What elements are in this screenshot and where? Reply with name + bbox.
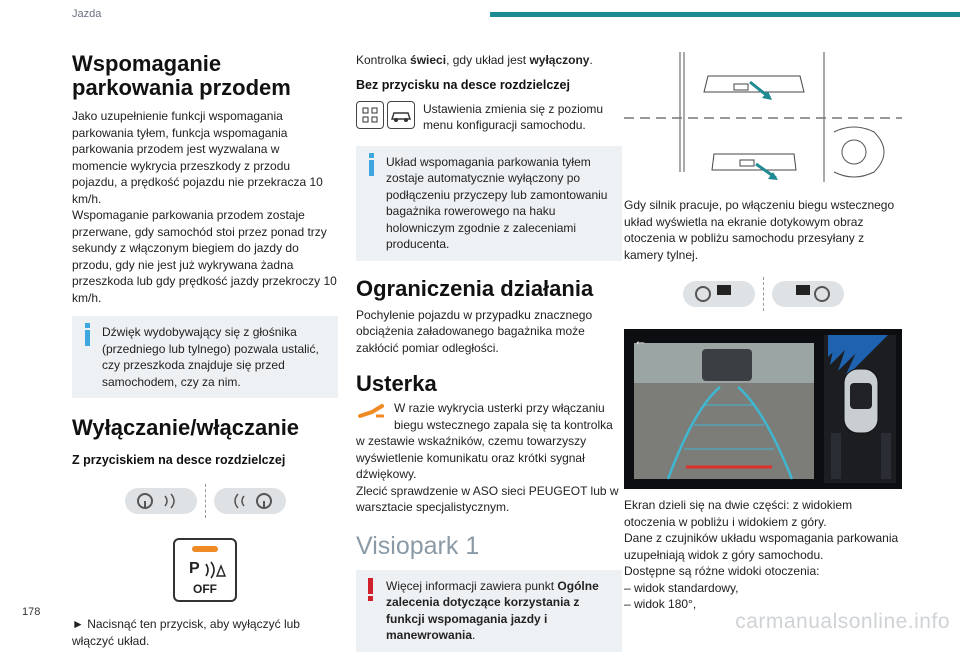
info-box-trailer — [356, 146, 622, 261]
page-number: 178 — [22, 606, 41, 618]
button-off-label: OFF — [193, 582, 217, 596]
indicator-note: Kontrolka świeci, gdy układ jest wyłączony. — [356, 53, 593, 67]
heading-visiopark: Visiopark 1 — [356, 531, 480, 560]
settings-text: Ustawienia zmienia się z poziomu menu konfiguracji samochodu. — [423, 101, 604, 132]
warning-box — [356, 570, 622, 652]
limits-text: Pochylenie pojazdu w przypadku znacznego obciążenia załadowanego bagażnika może zakłócić pomiar odległości. — [356, 307, 593, 355]
interrupt-paragraph: Wspomaganie parkowania przodem zostaje przerwane, gdy samochód stoi przez ponad trzy sekundy z włączonym biegiem do jazdy do przodu, gdy nie jest już wykrywana żadna przeszkoda lub gdy prędkość jazdy przekroczy 10 km/h. — [72, 208, 337, 305]
camera-sensor-diagram — [624, 277, 902, 311]
settings-menu-icon — [356, 101, 384, 129]
fault-service-text: Zlecić sprawdzenie w ASO sieci PEUGEOT lub w warsztacie specjalistycznym. — [356, 483, 619, 514]
heading-disable-enable: Wyłączanie/włączanie — [72, 415, 300, 440]
instruction-text: ► Nacisnąć ten przycisk, aby wyłączyć lub włączyć układ. — [72, 617, 300, 648]
column-2 — [356, 52, 622, 652]
section-title: Jazda — [72, 8, 102, 20]
views-intro-text: Dostępne są różne widoki otoczenia: — [624, 564, 820, 578]
divider — [205, 484, 206, 518]
rear-camera-location-illustration — [624, 52, 902, 192]
intro-paragraph: Jako uzupełnienie funkcji wspomagania parkowania tyłem, funkcja wspomagania parkowania przodem jest wyzwalana w momencie wykrycia przeszkody z przodu pojazdu, a prędkość pojazdu nie przekracza 10 km/h. — [72, 109, 323, 206]
heading-limitations: Ograniczenia działania — [356, 275, 594, 301]
view-180: – widok 180°, — [624, 597, 697, 611]
sound-waves-icon — [203, 560, 227, 580]
info-trailer-text: Układ wspomagania parkowania tyłem zostaje automatycznie wyłączony po podłączeniu przyczepy lub zamontowaniu bagażnika rowerowego na haku holowniczym zgodnie z zaleceniami producenta. — [386, 154, 608, 251]
info-icon — [366, 153, 376, 176]
watermark: carmanualsonline.info — [735, 610, 950, 633]
info-icon — [82, 323, 92, 346]
rear-camera-icon — [772, 281, 844, 307]
warning-text: Więcej informacji zawiera punkt Ogólne zalecenia dotyczące korzystania z funkcji wspomagania jazdy i manewrowania. — [386, 578, 599, 642]
camera-description: Gdy silnik pracuje, po włączeniu biegu wstecznego układ wyświetla na ekranie dotykowym obraz otoczenia w pobliżu samochodu przesyłany z kamery tylnej. — [624, 198, 895, 262]
column-3 — [624, 52, 902, 613]
sensors-data-text: Dane z czujników układu wspomagania parkowania uzupełniają widok z góry samochodu. — [624, 531, 899, 562]
fault-text: W razie wykrycia usterki przy włączaniu biegu wstecznego zapala się ta kontrolka w zestawie wskaźników, czemu towarzyszy wyświetlenie komunikatu oraz krótki sygnał dźwiękowy. — [356, 401, 613, 481]
camera-display — [624, 329, 902, 489]
fault-block — [356, 400, 622, 516]
info-text: Dźwięk wydobywający się z głośnika (przedniego lub tylnego) pozwala ustalić, czy przeszkoda znajduje się przed samochodem, czy za nim. — [102, 325, 319, 389]
vehicle-menu-icon — [387, 101, 415, 129]
fault-warning-icon — [356, 400, 388, 424]
divider — [763, 277, 764, 311]
sensor-diagram — [72, 484, 338, 518]
rear-sensor-icon — [214, 488, 286, 514]
view-standard: – widok standardowy, — [624, 580, 739, 595]
heading-fault: Usterka — [356, 371, 437, 396]
column-1 — [72, 52, 338, 649]
warning-icon — [367, 578, 373, 601]
header-accent-bar — [490, 12, 960, 17]
back-arrow-icon[interactable]: ← — [634, 333, 647, 348]
front-sensor-icon — [125, 488, 197, 514]
subheading-without-button: Bez przycisku na desce rozdzielczej — [356, 77, 570, 92]
front-camera-icon — [683, 281, 755, 307]
park-assist-off-button[interactable] — [173, 538, 237, 602]
info-box-speaker — [72, 316, 338, 398]
heading-front-parking-assist: Wspomaganie parkowania przodem — [72, 51, 291, 100]
settings-row — [356, 101, 622, 134]
screen-split-text: Ekran dzieli się na dwie części: z widokiem otoczenia w pobliżu i widokiem z góry. — [624, 498, 853, 529]
button-p-label: P — [189, 560, 200, 577]
indicator-led — [192, 546, 218, 552]
subheading-with-button: Z przyciskiem na desce rozdzielczej — [72, 453, 286, 467]
